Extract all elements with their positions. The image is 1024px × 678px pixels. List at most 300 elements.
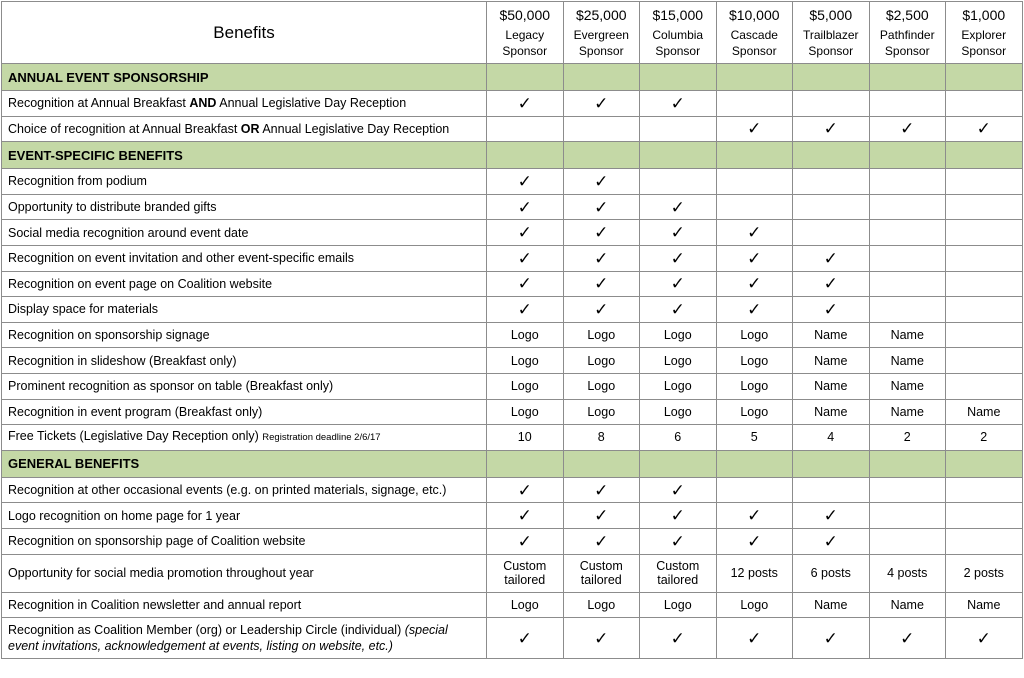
benefit-value bbox=[563, 348, 640, 374]
benefit-value bbox=[563, 425, 640, 451]
benefit-value bbox=[869, 528, 946, 554]
section-title: GENERAL BENEFITS bbox=[2, 450, 487, 477]
section-cell bbox=[946, 142, 1023, 169]
benefit-value bbox=[716, 592, 793, 618]
benefit-value bbox=[716, 528, 793, 554]
check-icon: ✓ bbox=[823, 299, 838, 319]
benefit-value-text: Name bbox=[890, 353, 924, 368]
benefit-label-part: (special event invitations, acknowledgement at events, listing on website, etc.) bbox=[8, 623, 448, 654]
benefit-label bbox=[2, 220, 487, 246]
benefit-value bbox=[793, 245, 870, 271]
benefit-label-part: Opportunity for social media promotion throughout year bbox=[8, 566, 314, 580]
benefit-value bbox=[946, 399, 1023, 425]
table-row bbox=[2, 322, 1023, 348]
benefit-value bbox=[640, 373, 717, 399]
benefit-value bbox=[487, 373, 564, 399]
benefit-value-text: Logo bbox=[663, 597, 692, 612]
benefit-value bbox=[487, 194, 564, 220]
benefit-value bbox=[563, 528, 640, 554]
benefit-value bbox=[563, 91, 640, 117]
benefit-value bbox=[716, 169, 793, 195]
benefit-value bbox=[563, 245, 640, 271]
benefit-value bbox=[563, 373, 640, 399]
benefit-value bbox=[716, 503, 793, 529]
check-icon: ✓ bbox=[747, 628, 762, 648]
benefit-value bbox=[869, 348, 946, 374]
benefit-value-text: Logo bbox=[510, 597, 539, 612]
benefit-label-part: Annual Legislative Day Reception bbox=[259, 121, 450, 136]
tier-header bbox=[869, 2, 946, 64]
benefit-value-text: Custom tailored bbox=[656, 559, 700, 587]
benefit-value bbox=[563, 322, 640, 348]
benefit-label-part: Display space for materials bbox=[8, 302, 159, 317]
check-icon: ✓ bbox=[517, 480, 532, 500]
table-row bbox=[2, 271, 1023, 297]
benefit-value bbox=[563, 399, 640, 425]
benefit-value bbox=[487, 348, 564, 374]
benefit-value bbox=[716, 348, 793, 374]
check-icon: ✓ bbox=[594, 171, 609, 191]
tier-name-line: Sponsor bbox=[961, 43, 1007, 58]
benefit-value bbox=[716, 477, 793, 503]
check-icon: ✓ bbox=[823, 274, 838, 294]
table-row bbox=[2, 399, 1023, 425]
benefit-value-text: Logo bbox=[587, 379, 616, 394]
tier-header bbox=[640, 2, 717, 64]
benefit-value-text: Logo bbox=[663, 404, 692, 419]
benefit-value bbox=[563, 271, 640, 297]
benefit-value-text: Name bbox=[890, 404, 924, 419]
benefit-value bbox=[640, 399, 717, 425]
benefit-value bbox=[716, 297, 793, 323]
benefit-value bbox=[869, 425, 946, 451]
benefit-value bbox=[869, 322, 946, 348]
benefit-value-text: Logo bbox=[663, 328, 692, 343]
benefit-label-part: Recognition in Coalition newsletter and annual report bbox=[8, 597, 302, 612]
benefit-value bbox=[487, 271, 564, 297]
benefit-value bbox=[869, 554, 946, 592]
tier-price: $25,000 bbox=[575, 6, 627, 23]
benefit-value bbox=[946, 425, 1023, 451]
benefit-value bbox=[869, 169, 946, 195]
benefit-value-text: 4 bbox=[827, 430, 835, 445]
tier-name-line: Explorer bbox=[961, 27, 1007, 42]
tier-name-line: Trailblazer bbox=[802, 27, 859, 42]
benefit-value bbox=[793, 618, 870, 659]
benefits-body bbox=[2, 64, 1023, 659]
benefit-value-text: Logo bbox=[587, 597, 616, 612]
check-icon: ✓ bbox=[747, 299, 762, 319]
benefit-value bbox=[869, 618, 946, 659]
benefit-value-text: Logo bbox=[587, 328, 616, 343]
benefit-value-text: Name bbox=[890, 379, 924, 394]
benefit-label bbox=[2, 169, 487, 195]
benefit-value bbox=[946, 348, 1023, 374]
benefit-label-part: OR bbox=[240, 121, 260, 136]
benefit-value bbox=[793, 297, 870, 323]
benefit-value-text: Logo bbox=[663, 353, 692, 368]
benefit-value bbox=[716, 91, 793, 117]
tier-price: $1,000 bbox=[962, 6, 1006, 23]
table-row bbox=[2, 503, 1023, 529]
benefit-label-part: Recognition on sponsorship page of Coalition website bbox=[8, 534, 306, 549]
section-title: EVENT-SPECIFIC BENEFITS bbox=[2, 142, 487, 169]
benefit-value bbox=[716, 322, 793, 348]
section-cell bbox=[716, 64, 793, 91]
benefit-value bbox=[869, 245, 946, 271]
benefit-value-text: 5 bbox=[750, 430, 758, 445]
benefit-value bbox=[640, 592, 717, 618]
check-icon: ✓ bbox=[747, 248, 762, 268]
benefit-value bbox=[869, 399, 946, 425]
benefit-value bbox=[793, 91, 870, 117]
benefit-value bbox=[487, 528, 564, 554]
section-cell bbox=[640, 64, 717, 91]
benefit-value-text: Logo bbox=[510, 328, 539, 343]
section-cell bbox=[487, 142, 564, 169]
benefit-value bbox=[487, 477, 564, 503]
benefit-label bbox=[2, 503, 487, 529]
benefit-value bbox=[487, 592, 564, 618]
tier-header bbox=[716, 2, 793, 64]
benefit-value bbox=[946, 271, 1023, 297]
benefit-value-text: Logo bbox=[510, 404, 539, 419]
check-icon: ✓ bbox=[517, 299, 532, 319]
table-row bbox=[2, 297, 1023, 323]
benefit-label-part: Recognition as Coalition Member (org) or Leadership Circle (individual) bbox=[8, 623, 405, 638]
benefit-value-text: Name bbox=[814, 379, 848, 394]
table-row bbox=[2, 194, 1023, 220]
check-icon: ✓ bbox=[594, 628, 609, 648]
benefit-value-text: 2 bbox=[980, 430, 988, 445]
section-cell bbox=[640, 450, 717, 477]
tier-name-line: Sponsor bbox=[884, 43, 930, 58]
check-icon: ✓ bbox=[900, 119, 915, 139]
benefit-value bbox=[793, 348, 870, 374]
check-icon: ✓ bbox=[747, 531, 762, 551]
benefit-value-text: Name bbox=[814, 404, 848, 419]
benefit-value-text: Name bbox=[814, 353, 848, 368]
benefit-value bbox=[793, 322, 870, 348]
tier-price: $5,000 bbox=[809, 6, 853, 23]
section-cell bbox=[793, 142, 870, 169]
benefit-label-part: Free Tickets (Legislative Day Reception only) bbox=[8, 429, 263, 444]
check-icon: ✓ bbox=[747, 223, 762, 243]
benefit-label bbox=[2, 399, 487, 425]
benefit-label bbox=[2, 373, 487, 399]
benefit-value bbox=[487, 503, 564, 529]
benefit-value bbox=[563, 592, 640, 618]
check-icon: ✓ bbox=[594, 531, 609, 551]
benefit-value-text: 6 bbox=[674, 430, 682, 445]
benefit-label bbox=[2, 271, 487, 297]
benefit-value bbox=[716, 554, 793, 592]
table-row bbox=[2, 528, 1023, 554]
benefit-value-text: 2 bbox=[903, 430, 911, 445]
benefit-label-part: Recognition on event page on Coalition website bbox=[8, 276, 273, 291]
benefit-value-text: Name bbox=[967, 404, 1001, 419]
benefit-label-part: Opportunity to distribute branded gifts bbox=[8, 200, 217, 215]
benefit-value bbox=[869, 116, 946, 142]
benefit-value-text: Name bbox=[814, 597, 848, 612]
check-icon: ✓ bbox=[594, 274, 609, 294]
tier-price: $2,500 bbox=[885, 6, 929, 23]
benefit-value-text: 10 bbox=[517, 430, 532, 445]
section-cell bbox=[487, 450, 564, 477]
benefit-label-part: Recognition on sponsorship signage bbox=[8, 328, 210, 343]
benefit-value bbox=[563, 618, 640, 659]
benefit-value bbox=[793, 528, 870, 554]
table-row bbox=[2, 91, 1023, 117]
benefit-value bbox=[563, 477, 640, 503]
tier-name-line: Sponsor bbox=[731, 43, 777, 58]
benefit-value bbox=[946, 169, 1023, 195]
benefit-value bbox=[640, 554, 717, 592]
benefit-value bbox=[946, 592, 1023, 618]
benefit-label-part: AND bbox=[189, 96, 217, 111]
check-icon: ✓ bbox=[900, 628, 915, 648]
benefit-value bbox=[563, 503, 640, 529]
benefit-value bbox=[487, 399, 564, 425]
section-cell bbox=[563, 142, 640, 169]
benefit-value-text: Custom tailored bbox=[503, 559, 547, 587]
benefit-value bbox=[716, 425, 793, 451]
benefit-label-part: Recognition from podium bbox=[8, 174, 147, 189]
table-row bbox=[2, 618, 1023, 659]
table-row bbox=[2, 477, 1023, 503]
benefit-value bbox=[640, 348, 717, 374]
benefit-value bbox=[640, 322, 717, 348]
benefit-value bbox=[487, 245, 564, 271]
benefit-label-part: Choice of recognition at Annual Breakfast bbox=[8, 121, 241, 136]
benefit-value bbox=[563, 116, 640, 142]
benefit-value bbox=[716, 618, 793, 659]
benefit-value bbox=[487, 554, 564, 592]
benefit-label-part: Registration deadline 2/6/17 bbox=[262, 432, 381, 444]
section-row bbox=[2, 450, 1023, 477]
benefit-value bbox=[640, 528, 717, 554]
benefit-value bbox=[640, 271, 717, 297]
check-icon: ✓ bbox=[976, 628, 991, 648]
benefit-value bbox=[487, 91, 564, 117]
benefit-value bbox=[716, 194, 793, 220]
tier-price: $10,000 bbox=[728, 6, 780, 23]
check-icon: ✓ bbox=[517, 531, 532, 551]
benefit-value bbox=[946, 373, 1023, 399]
benefit-value-text: Logo bbox=[740, 379, 769, 394]
benefit-value bbox=[487, 425, 564, 451]
benefit-value bbox=[640, 194, 717, 220]
benefit-label-part: Annual Legislative Day Reception bbox=[216, 96, 407, 111]
benefit-value bbox=[946, 91, 1023, 117]
check-icon: ✓ bbox=[670, 506, 685, 526]
benefit-value-text: 4 posts bbox=[887, 566, 928, 580]
benefit-value bbox=[563, 297, 640, 323]
benefit-value-text: 2 posts bbox=[963, 566, 1004, 580]
benefit-value bbox=[716, 271, 793, 297]
benefit-label bbox=[2, 297, 487, 323]
check-icon: ✓ bbox=[517, 93, 532, 113]
section-cell bbox=[869, 142, 946, 169]
tier-price: $15,000 bbox=[652, 6, 704, 23]
benefit-value-text: Logo bbox=[587, 353, 616, 368]
check-icon: ✓ bbox=[747, 506, 762, 526]
section-row bbox=[2, 142, 1023, 169]
benefit-value bbox=[946, 245, 1023, 271]
benefit-label-part: Prominent recognition as sponsor on table (Breakfast only) bbox=[8, 379, 334, 394]
check-icon: ✓ bbox=[517, 248, 532, 268]
section-cell bbox=[946, 64, 1023, 91]
benefit-value bbox=[487, 220, 564, 246]
section-cell bbox=[716, 450, 793, 477]
benefit-value bbox=[563, 220, 640, 246]
benefit-value bbox=[640, 116, 717, 142]
benefit-value bbox=[640, 245, 717, 271]
check-icon: ✓ bbox=[670, 531, 685, 551]
tier-name-line: Cascade bbox=[730, 27, 778, 42]
check-icon: ✓ bbox=[517, 171, 532, 191]
benefit-value bbox=[640, 477, 717, 503]
check-icon: ✓ bbox=[594, 480, 609, 500]
benefit-value-text: 6 posts bbox=[810, 566, 851, 580]
tier-name-line: Pathfinder bbox=[879, 27, 935, 42]
benefit-value-text: 12 posts bbox=[730, 566, 778, 580]
check-icon: ✓ bbox=[594, 197, 609, 217]
benefit-label bbox=[2, 116, 487, 142]
check-icon: ✓ bbox=[594, 93, 609, 113]
tier-name-line: Columbia bbox=[652, 27, 704, 42]
section-cell bbox=[563, 450, 640, 477]
benefit-value bbox=[793, 271, 870, 297]
benefit-value bbox=[716, 220, 793, 246]
benefit-label bbox=[2, 528, 487, 554]
tier-header bbox=[487, 2, 564, 64]
benefit-label-part: Recognition on event invitation and other event-specific emails bbox=[8, 251, 355, 266]
benefit-value bbox=[716, 399, 793, 425]
benefit-value bbox=[487, 169, 564, 195]
tier-name-line: Sponsor bbox=[578, 43, 624, 58]
section-cell bbox=[640, 142, 717, 169]
section-cell bbox=[946, 450, 1023, 477]
benefit-value-text: Name bbox=[890, 328, 924, 343]
benefit-label bbox=[2, 477, 487, 503]
check-icon: ✓ bbox=[823, 119, 838, 139]
benefit-value-text: Name bbox=[890, 597, 924, 612]
benefit-value-text: Name bbox=[814, 328, 848, 343]
check-icon: ✓ bbox=[670, 480, 685, 500]
section-cell bbox=[793, 64, 870, 91]
check-icon: ✓ bbox=[670, 299, 685, 319]
benefit-value bbox=[869, 477, 946, 503]
benefit-label-part: Recognition at Annual Breakfast bbox=[8, 96, 190, 111]
benefit-value bbox=[946, 297, 1023, 323]
check-icon: ✓ bbox=[517, 223, 532, 243]
benefit-value-text: Logo bbox=[740, 328, 769, 343]
section-cell bbox=[487, 64, 564, 91]
tier-name-line: Sponsor bbox=[808, 43, 854, 58]
tier-name-line: Sponsor bbox=[502, 43, 548, 58]
benefit-value bbox=[563, 169, 640, 195]
benefit-label bbox=[2, 245, 487, 271]
benefit-value bbox=[793, 194, 870, 220]
benefit-label bbox=[2, 322, 487, 348]
benefit-value bbox=[869, 592, 946, 618]
table-row bbox=[2, 592, 1023, 618]
benefit-value bbox=[793, 399, 870, 425]
benefit-value bbox=[487, 618, 564, 659]
table-row bbox=[2, 220, 1023, 246]
benefit-value-text: Logo bbox=[740, 404, 769, 419]
benefit-value bbox=[946, 116, 1023, 142]
benefit-value bbox=[869, 297, 946, 323]
tier-name-line: Evergreen bbox=[573, 27, 629, 42]
benefit-label-part: Logo recognition on home page for 1 year bbox=[8, 508, 241, 523]
check-icon: ✓ bbox=[517, 197, 532, 217]
section-cell bbox=[869, 64, 946, 91]
tier-header bbox=[563, 2, 640, 64]
benefit-value bbox=[640, 220, 717, 246]
benefit-value bbox=[640, 169, 717, 195]
benefit-label bbox=[2, 592, 487, 618]
benefit-value-text: Logo bbox=[510, 353, 539, 368]
benefit-value bbox=[869, 373, 946, 399]
check-icon: ✓ bbox=[976, 119, 991, 139]
section-row bbox=[2, 64, 1023, 91]
check-icon: ✓ bbox=[517, 628, 532, 648]
check-icon: ✓ bbox=[670, 197, 685, 217]
benefit-label bbox=[2, 91, 487, 117]
benefit-label-part: Recognition at other occasional events (e.g. on printed materials, signage, etc.) bbox=[8, 483, 447, 498]
benefit-value bbox=[640, 297, 717, 323]
benefit-label-part: Recognition in event program (Breakfast only) bbox=[8, 404, 263, 419]
benefit-value bbox=[640, 425, 717, 451]
check-icon: ✓ bbox=[670, 223, 685, 243]
benefit-value bbox=[716, 116, 793, 142]
benefit-label bbox=[2, 618, 487, 659]
benefit-value-text: Logo bbox=[587, 404, 616, 419]
benefit-value bbox=[793, 554, 870, 592]
benefit-label bbox=[2, 194, 487, 220]
benefit-value bbox=[946, 618, 1023, 659]
table-row bbox=[2, 554, 1023, 592]
table-row bbox=[2, 348, 1023, 374]
tier-header bbox=[793, 2, 870, 64]
benefit-value bbox=[946, 220, 1023, 246]
check-icon: ✓ bbox=[823, 248, 838, 268]
tier-name-line: Legacy bbox=[505, 27, 545, 42]
benefit-value bbox=[563, 194, 640, 220]
check-icon: ✓ bbox=[823, 628, 838, 648]
section-cell bbox=[563, 64, 640, 91]
check-icon: ✓ bbox=[594, 299, 609, 319]
benefit-value bbox=[793, 592, 870, 618]
benefit-value bbox=[716, 373, 793, 399]
benefit-value bbox=[716, 245, 793, 271]
benefit-label-part: Recognition in slideshow (Breakfast only) bbox=[8, 353, 237, 368]
benefit-value-text: Logo bbox=[740, 353, 769, 368]
table-row bbox=[2, 245, 1023, 271]
table-row bbox=[2, 425, 1023, 451]
check-icon: ✓ bbox=[517, 274, 532, 294]
benefit-value bbox=[793, 425, 870, 451]
check-icon: ✓ bbox=[823, 506, 838, 526]
benefit-value bbox=[563, 554, 640, 592]
benefit-value bbox=[946, 477, 1023, 503]
benefit-value-text: Logo bbox=[510, 379, 539, 394]
benefit-value bbox=[793, 169, 870, 195]
benefit-value bbox=[487, 297, 564, 323]
tier-header bbox=[946, 2, 1023, 64]
